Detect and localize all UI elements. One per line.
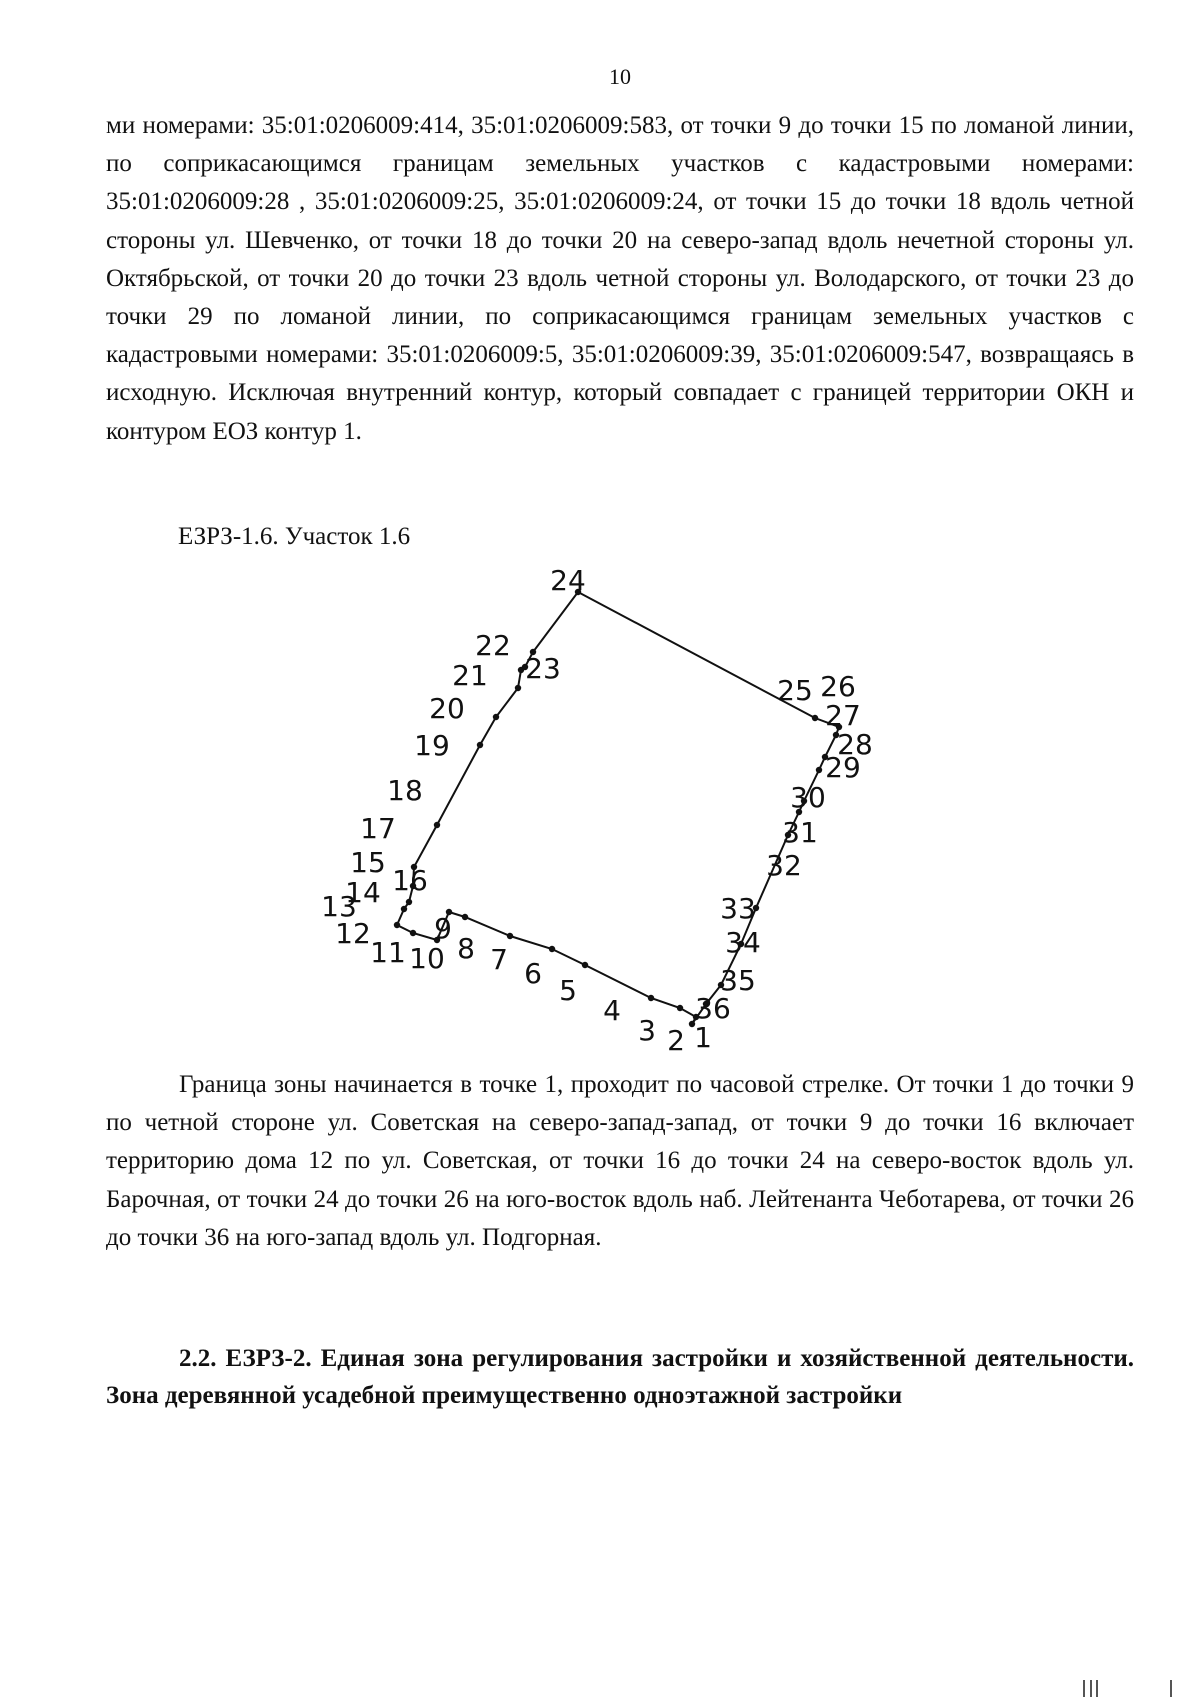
vertex-point-7 [507, 933, 513, 939]
vertex-label-10: 10 [409, 942, 445, 975]
vertex-label-3: 3 [638, 1014, 656, 1047]
vertex-label-26: 26 [820, 670, 856, 703]
vertex-label-32: 32 [766, 849, 802, 882]
vertex-point-13 [401, 906, 407, 912]
vertex-label-4: 4 [603, 994, 621, 1027]
vertex-label-5: 5 [559, 974, 577, 1007]
vertex-label-18: 18 [387, 774, 423, 807]
vertex-label-9: 9 [434, 912, 452, 945]
vertex-label-21: 21 [452, 659, 488, 692]
vertex-label-27: 27 [825, 699, 861, 732]
scan-mark [1090, 1680, 1092, 1697]
vertex-label-34: 34 [725, 926, 761, 959]
vertex-point-25 [812, 715, 818, 721]
vertex-point-8 [462, 914, 468, 920]
vertex-point-20 [515, 685, 521, 691]
vertex-point-29 [816, 767, 822, 773]
section-heading: 2.2. ЕЗРЗ-2. Единая зона регулирования застройки и хозяйственной деятельности. Зона деревянной усадебной преимущественно одноэтажной застройки [106, 1345, 1134, 1409]
vertex-point-14 [406, 899, 412, 905]
vertex-label-1: 1 [694, 1021, 712, 1054]
scan-mark [1096, 1680, 1098, 1697]
vertex-label-6: 6 [524, 957, 542, 990]
vertex-point-17 [434, 822, 440, 828]
figure-caption: ЕЗРЗ-1.6. Участок 1.6 [178, 523, 411, 550]
vertex-label-36: 36 [695, 992, 731, 1025]
vertex-point-3 [677, 1005, 683, 1011]
vertex-label-30: 30 [790, 781, 826, 814]
vertex-label-7: 7 [490, 943, 508, 976]
scan-mark [1170, 1680, 1172, 1697]
vertex-label-20: 20 [429, 692, 465, 725]
vertex-label-12: 12 [335, 917, 371, 950]
vertex-label-16: 16 [392, 864, 428, 897]
vertex-label-31: 31 [782, 816, 818, 849]
vertex-label-17: 17 [360, 812, 396, 845]
vertex-point-18 [477, 742, 483, 748]
vertex-label-8: 8 [457, 932, 475, 965]
vertex-label-35: 35 [720, 964, 756, 997]
paragraph-boundary-description: ми номерами: 35:01:0206009:414, 35:01:0206009:583, от точки 9 до точки 15 по ломаной линии, по соприкасающимся границам земельных участков с кадастровыми номерами: 35:01:0206009:28 , 35:01:0206009:25, 35:01:0206009:24, от точки 15 до точки 18 вдоль четной стороны ул. Шевченко, от точки 18 до точки 20 на северо-запад вдоль нечетной стороны ул. Октябрьской, от точки 20 до точки 23 вдоль четной стороны ул. Володарского, от точки 23 до точки 29 по ломаной линии, по соприкасающимся границам земельных участков с кадастровыми номерами: 35:01:0206009:5, 35:01:0206009:39, 35:01:0206009:547, возвращаясь в исходную. Исключая внутренний контур, который совпадает с границей территории ОКН и контуром ЕОЗ контур 1. [106, 112, 1134, 445]
scan-mark [1083, 1680, 1085, 1697]
vertex-label-14: 14 [345, 876, 381, 909]
page-number: 10 [609, 64, 631, 89]
vertex-point-19 [493, 714, 499, 720]
vertex-label-19: 19 [414, 729, 450, 762]
vertex-label-25: 25 [777, 674, 813, 707]
vertex-point-4 [648, 995, 654, 1001]
vertex-point-12 [394, 922, 400, 928]
vertex-label-28: 28 [837, 728, 873, 761]
vertex-label-2: 2 [667, 1024, 685, 1057]
vertex-label-23: 23 [525, 652, 561, 685]
vertex-point-11 [410, 930, 416, 936]
vertex-point-6 [549, 946, 555, 952]
vertex-label-33: 33 [720, 892, 756, 925]
vertex-label-13: 13 [321, 890, 357, 923]
vertex-label-11: 11 [370, 936, 406, 969]
paragraph-zone-route: Граница зоны начинается в точке 1, проходит по часовой стрелке. От точки 1 до точки 9 по четной стороне ул. Советская на северо-запад-запад, от точки 9 до точки 16 включает территорию дома 12 по ул. Советская, от точки 16 до точки 24 на северо-восток вдоль ул. Барочная, от точки 24 до точки 26 на юго-восток вдоль наб. Лейтенанта Чеботарева, от точки 26 до точки 36 на юго-запад вдоль ул. Подгорная. [106, 1071, 1134, 1251]
vertex-label-22: 22 [475, 629, 511, 662]
vertex-label-24: 24 [550, 564, 586, 597]
vertex-label-29: 29 [825, 751, 861, 784]
vertex-labels [321, 564, 873, 1057]
vertex-label-15: 15 [350, 846, 386, 879]
vertex-point-5 [582, 962, 588, 968]
